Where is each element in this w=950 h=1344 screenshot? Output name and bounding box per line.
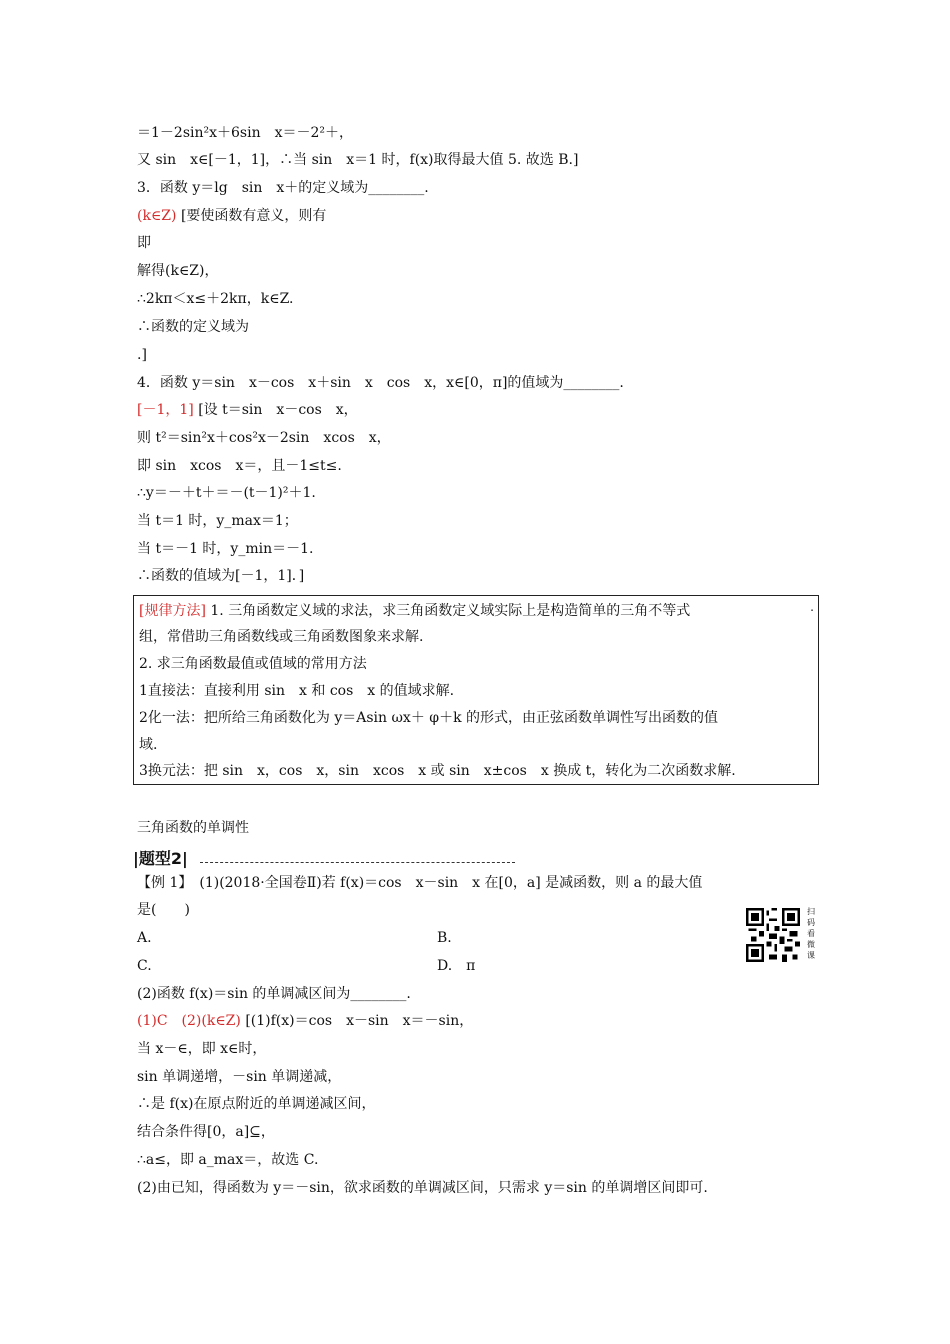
option-b: B. <box>437 930 452 946</box>
text-line-15: ∴函数的值域为[－1，1]．] <box>137 568 305 584</box>
example-answer <box>137 1011 473 1031</box>
text-line-1: ＝1－2sin²x＋6sin x＝－2²＋， <box>137 125 354 141</box>
text-line-7: ∴函数的定义域为 <box>137 319 249 335</box>
method-label: [规律方法] <box>139 603 206 619</box>
text-line-9: 4．函数 y＝sin x－cos x＋sin x cos x，x∈[0，π]的值域为________. <box>137 375 624 391</box>
text-line-20: 结合条件得[0，a]⊆， <box>137 1124 275 1140</box>
text-line-13: 当 t＝1 时，y_max＝1； <box>137 513 298 529</box>
text-line-3: 3．函数 y＝lg sin x＋的定义域为________. <box>137 180 429 196</box>
method-line-1 <box>139 601 690 621</box>
answer-red: (1)C (2)(k∈Z) <box>137 1013 241 1029</box>
text-line-19: ∴是 f(x)在原点附近的单调递减区间， <box>137 1096 376 1112</box>
answer-text: [要使函数有意义，则有 <box>180 208 327 224</box>
answer-text: [设 t＝sin x－cos x， <box>198 402 358 418</box>
example-line-2: 是( ) <box>137 902 190 918</box>
option-d: D. π <box>437 958 476 974</box>
text-line-11: 即 sin xcos x＝，且－1≤t≤. <box>137 458 342 474</box>
method-line-2: 组，常借助三角函数线或三角函数图象来求解. <box>139 629 424 645</box>
method-line-3: 2. 求三角函数最值或值域的常用方法 <box>139 656 367 672</box>
text-line-22: (2)由已知，得函数为 y＝－sin，欲求函数的单调减区间，只需求 y＝sin 的单调增区间即可. <box>137 1180 708 1196</box>
method-line-7: 3换元法：把 sin x，cos x，sin xcos x 或 sin x±cos x 换成 t，转化为二次函数求解. <box>139 763 736 779</box>
text-line-4: 即 <box>137 235 151 251</box>
answer-red: [－1，1] <box>137 402 194 418</box>
option-c: C. <box>137 958 152 974</box>
section-heading: 三角函数的单调性 <box>137 820 249 836</box>
text-line-12: ∴y＝－＋t＋＝－(t－1)²＋1. <box>137 485 316 501</box>
box-corner-mark: . <box>810 600 814 614</box>
text-line-5: 解得(k∈Z)， <box>137 263 219 279</box>
text-line-21: ∴a≤，即 a_max＝，故选 C. <box>137 1152 319 1168</box>
qr-code-icon[interactable] <box>746 908 800 962</box>
text-line-2: 又 sin x∈[－1，1]，∴当 sin x＝1 时，f(x)取得最大值 5. 故选 B.] <box>137 152 579 168</box>
example-line-1: 【例 1】 (1)(2018·全国卷Ⅱ)若 f(x)＝cos x－sin x 在[0，a] 是减函数，则 a 的最大值 <box>137 875 703 891</box>
text-line-14: 当 t＝－1 时，y_min＝－1. <box>137 541 314 557</box>
text-line-18: sin 单调递增，－sin 单调递减， <box>137 1069 342 1085</box>
method-text: 1. 三角函数定义域的求法，求三角函数定义域实际上是构造简单的三角不等式 <box>210 603 691 619</box>
text-line-6: ∴2kπ＜x≤＋2kπ，k∈Z. <box>137 291 294 307</box>
answer-line-4 <box>137 400 358 420</box>
answer-text: [(1)f(x)＝cos x－sin x＝－sin， <box>245 1013 474 1029</box>
section-tag: |题型2| <box>133 849 188 868</box>
method-line-6: 域. <box>139 737 158 753</box>
method-box <box>133 595 819 785</box>
method-line-4: 1直接法：直接利用 sin x 和 cos x 的值域求解. <box>139 683 455 699</box>
qr-caption: 扫码看微课 <box>807 907 815 960</box>
text-line-10: 则 t²＝sin²x＋cos²x－2sin xcos x， <box>137 430 391 446</box>
option-a: A. <box>137 930 152 946</box>
answer-red: (k∈Z) <box>137 208 177 224</box>
method-line-5: 2化一法：把所给三角函数化为 y＝Asin ωx＋ φ＋k 的形式，由正弦函数单调性写出函数的值 <box>139 710 719 726</box>
text-line-16: (2)函数 f(x)＝sin 的单调减区间为________. <box>137 986 411 1002</box>
text-line-17: 当 x－∈，即 x∈时， <box>137 1041 267 1057</box>
answer-line-3 <box>137 206 326 226</box>
text-line-8: .] <box>137 347 147 363</box>
tag-divider <box>200 862 515 863</box>
